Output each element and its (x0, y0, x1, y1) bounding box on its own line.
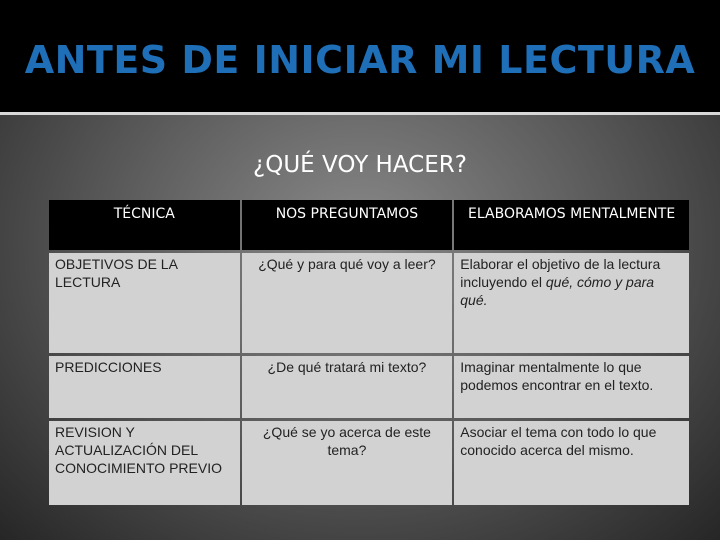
cell-tecnica: REVISION Y ACTUALIZACIÓN DEL CONOCIMIENTO PREVIO (49, 421, 240, 505)
cell-elaboracion-part: Asociar el tema con todo lo que (460, 424, 657, 440)
header-elaboramos: ELABORAMOS MENTALMENTE (454, 200, 689, 250)
cell-elaboracion-part: incluyendo el (460, 274, 546, 290)
table-header-row (49, 200, 689, 250)
table-row (49, 421, 689, 505)
cell-elaboracion-italic: qué, cómo y para qué. (460, 274, 655, 308)
cell-pregunta: ¿Qué se yo acerca de este tema? (242, 421, 453, 505)
title-divider (0, 112, 720, 115)
table-row (49, 253, 689, 353)
lecture-table (47, 197, 691, 508)
cell-elaboracion-part: conocido acerca del mismo. (460, 442, 634, 458)
header-nos-preguntamos: NOS PREGUNTAMOS (242, 200, 453, 250)
cell-elaboracion-part: Elaborar el objetivo de la lectura (460, 256, 661, 272)
header-tecnica: TÉCNICA (49, 200, 240, 250)
table-row (49, 356, 689, 418)
cell-tecnica: PREDICCIONES (49, 356, 240, 418)
cell-elaboracion (454, 253, 689, 353)
page-title: ANTES DE INICIAR MI LECTURA (24, 38, 696, 82)
cell-elaboracion (454, 421, 689, 505)
cell-tecnica: OBJETIVOS DE LA LECTURA (49, 253, 240, 353)
cell-pregunta: ¿De qué tratará mi texto? (242, 356, 453, 418)
cell-elaboracion: Imaginar mentalmente lo que podemos encontrar en el texto. (454, 356, 689, 418)
subtitle: ¿QUÉ VOY HACER? (253, 152, 467, 178)
cell-pregunta: ¿Qué y para qué voy a leer? (242, 253, 453, 353)
